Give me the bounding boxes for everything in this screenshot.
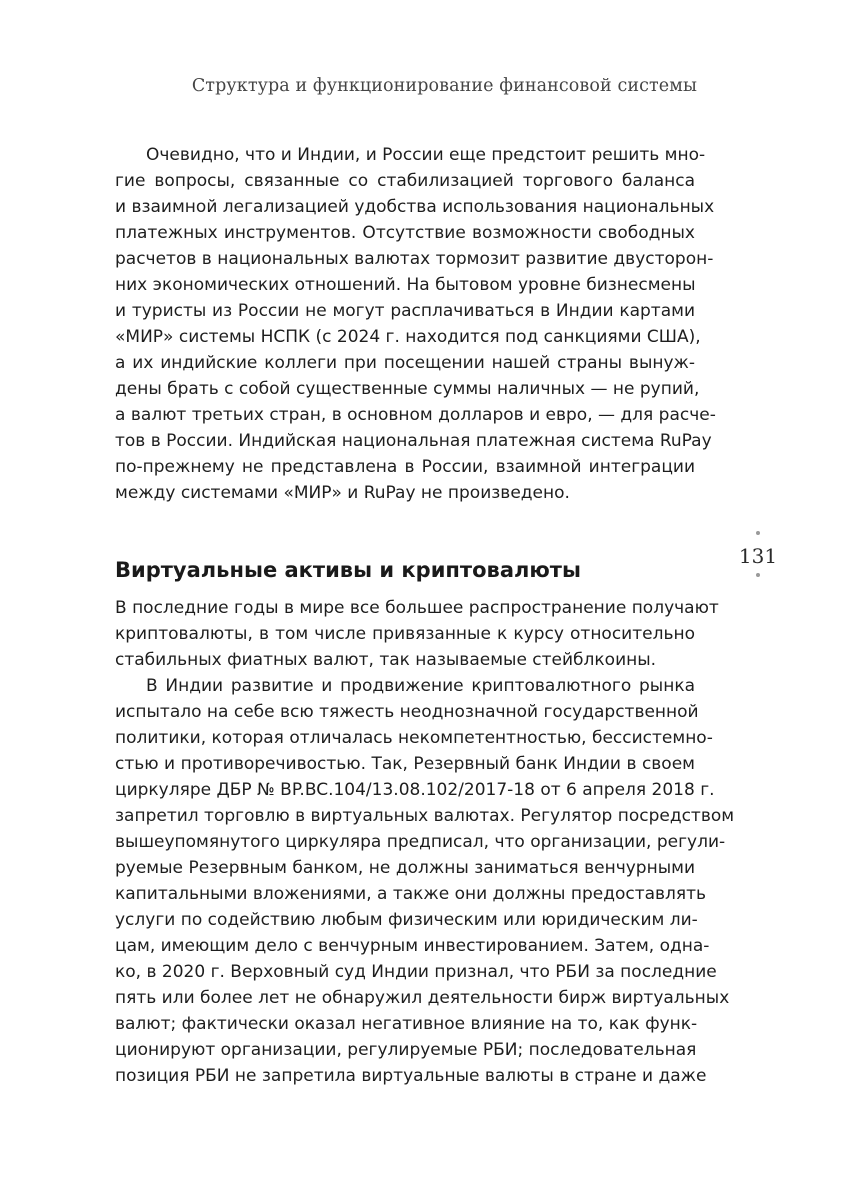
section-heading: Виртуальные активы и криптовалюты: [115, 558, 581, 582]
paragraph-1-line: «МИР» системы НСПК (с 2024 г. находится под санкциями США),: [115, 327, 701, 347]
paragraph-1-line: платежных инструментов. Отсутствие возможности свободных: [115, 223, 695, 243]
paragraph-3-line: валют; фактически оказал негативное влияние на то, как функ-: [115, 1014, 698, 1034]
page-number-dot-top: [756, 531, 760, 535]
paragraph-2-line: криптовалюты, в том числе привязанные к курсу относительно: [115, 624, 695, 644]
paragraph-1-line: расчетов в национальных валютах тормозит развитие двусторон-: [115, 249, 714, 269]
paragraph-3-line: испытало на себе всю тяжесть неоднозначной государственной: [115, 702, 699, 722]
paragraph-3-line: стью и противоречивостью. Так, Резервный банк Индии в своем: [115, 754, 695, 774]
paragraph-3-line: капитальными вложениями, а также они должны предоставлять: [115, 884, 707, 904]
running-header: Структура и функционирование финансовой системы: [191, 76, 697, 96]
paragraph-3-line: ционируют организации, регулируемые РБИ; последовательная: [115, 1040, 697, 1060]
paragraph-3-line: пять или более лет не обнаружил деятельности бирж виртуальных: [115, 988, 730, 1008]
paragraph-3-line: услуги по содействию любым физическим или юридическим ли-: [115, 910, 698, 930]
paragraph-1-line: а валют третьих стран, в основном долларов и евро, — для расче-: [115, 405, 716, 425]
paragraph-1-line: Очевидно, что и Индии, и России еще предстоит решить мно-: [146, 145, 706, 165]
paragraph-3-line: политики, которая отличалась некомпетентностью, бессистемно-: [115, 728, 713, 748]
paragraph-3-line: вышеупомянутого циркуляра предписал, что организации, регули-: [115, 832, 726, 852]
paragraph-1-line: гие вопросы, связанные со стабилизацией торгового баланса: [115, 171, 695, 191]
paragraph-1-line: тов в России. Индийская национальная платежная система RuPay: [115, 431, 712, 451]
paragraph-3-line: ко, в 2020 г. Верховный суд Индии признал, что РБИ за последние: [115, 962, 717, 982]
paragraph-1-line: и взаимной легализацией удобства использования национальных: [115, 197, 715, 217]
paragraph-2-line: стабильных фиатных валют, так называемые стейблкоины.: [115, 650, 657, 670]
paragraph-1-line: между системами «МИР» и RuPay не произведено.: [115, 483, 570, 503]
paragraph-2-line: В последние годы в мире все большее распространение получают: [115, 598, 719, 618]
paragraph-1-line: дены брать с собой существенные суммы наличных — не рупий,: [115, 379, 700, 399]
paragraph-1-line: и туристы из России не могут расплачиваться в Индии картами: [115, 301, 695, 321]
paragraph-1-line: а их индийские коллеги при посещении нашей страны вынуж-: [115, 353, 695, 373]
paragraph-3-line: запретил торговлю в виртуальных валютах. Регулятор посредством: [115, 806, 735, 826]
paragraph-3-line: руемые Резервным банком, не должны заниматься венчурными: [115, 858, 695, 878]
page-number: 131: [738, 544, 778, 568]
paragraph-1-line: по-прежнему не представлена в России, взаимной интеграции: [115, 457, 695, 477]
paragraph-1-line: них экономических отношений. На бытовом уровне бизнесмены: [115, 275, 696, 295]
paragraph-3-line: позиция РБИ не запретила виртуальные валюты в стране и даже: [115, 1066, 707, 1086]
page-number-dot-bottom: [756, 573, 760, 577]
paragraph-3-line: В Индии развитие и продвижение криптовалютного рынка: [146, 676, 695, 696]
paragraph-3-line: цам, имеющим дело с венчурным инвестированием. Затем, одна-: [115, 936, 710, 956]
paragraph-3-line: циркуляре ДБР № BP.BC.104/13.08.102/2017-18 от 6 апреля 2018 г.: [115, 780, 715, 800]
